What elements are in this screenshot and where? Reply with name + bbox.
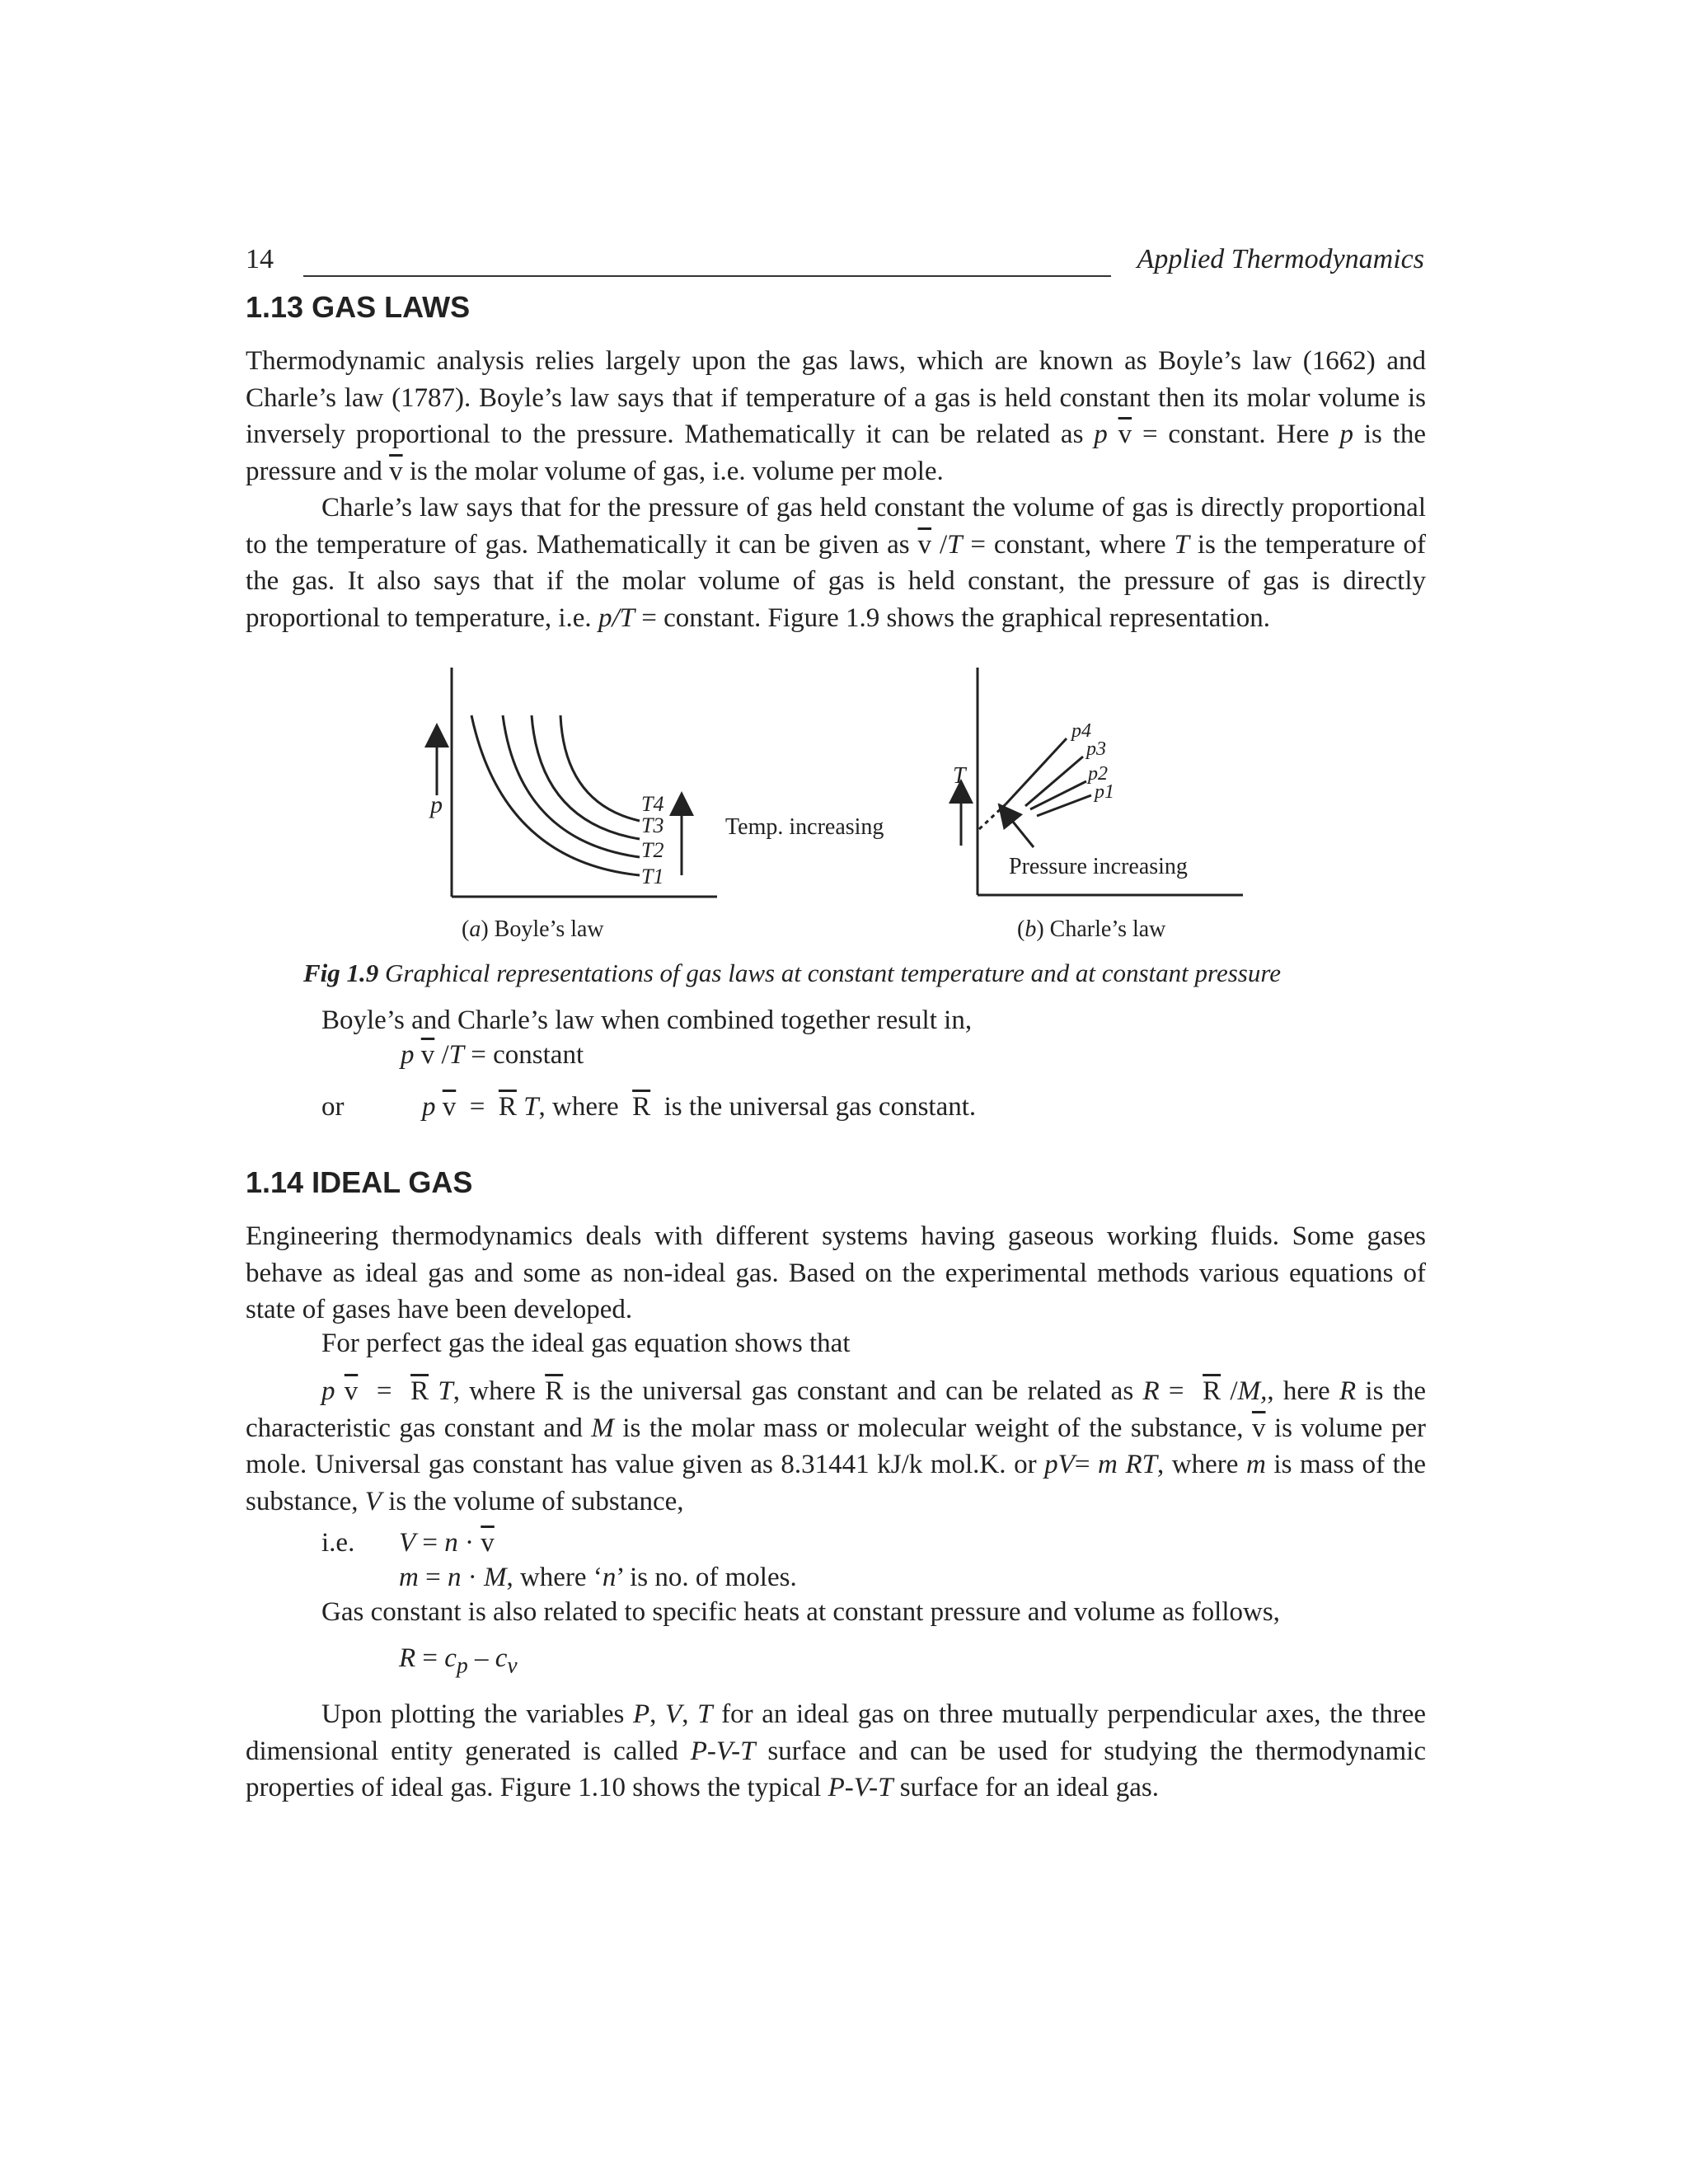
isobar-p1: [1037, 795, 1091, 816]
paragraph-gas-constant: p $\overline{v} = \overline{R}$ T, where $\overline{R}$ is the universal gas constant and can be related as $R = \overline{R}$ /M,, here R is the characteristic gas constant and M is the molar mass or molecular weight of the substance, $\overline{v}$ is volume per mole. Universal gas constant has value given as 8.31441 kJ/k mol.K. or pV= m RT, where m is mass of the substance, V is the volume of substance,: [246, 1376, 1427, 1516]
isotherm-t3: [532, 715, 640, 839]
paragraph-ideal-gas: Engineering thermodynamics deals with different systems having gaseous working fluids. Some gases behave as ideal gas and some as non-ideal gas. Based on the experimental methods various equations of state of gases have been developed.: [246, 1221, 1426, 1324]
isotherm-t2: [503, 715, 640, 857]
boyle-isotherms: [471, 715, 640, 875]
running-header: [246, 239, 1424, 280]
charle-caption: (b) Charle’s law: [1017, 916, 1166, 942]
equation-specific-heats: $R = c_p - c_v$: [399, 1643, 518, 1678]
charle-isobars: [979, 738, 1091, 829]
combined-intro: Boyle’s and Charle’s law when combined together result in,: [321, 1005, 973, 1035]
boyle-caption: (a) Boyle’s law: [462, 916, 604, 942]
equation-volume: $V = n \cdot \overline{v}$: [399, 1528, 495, 1558]
label-p3: p3: [1086, 738, 1106, 760]
specific-heats-intro: Gas constant is also related to specific heats at constant pressure and volume as follows,: [321, 1597, 1280, 1627]
ie-label: i.e.: [321, 1528, 355, 1558]
figure-caption: Fig 1.9 Graphical representations of gas laws at constant temperature and at constant pressure: [303, 958, 1281, 987]
page-number: 14: [246, 244, 274, 274]
section-heading-ideal-gas: 1.14 IDEAL GAS: [246, 1165, 473, 1199]
paragraph-boyle: Thermodynamic analysis relies largely upon the gas laws, which are known as Boyle’s law (1662) and Charle’s law (1787). Boyle’s law says that if temperature of a gas is held constant then its molar volume is inversely proportional to the pressure. Mathematically it can be related as p $\overline{v}$ = constant. Here p is the pressure and $\overline{v}$ is the molar volume of gas, i.e. volume per mole.: [246, 346, 1427, 486]
label-p4: p4: [1071, 720, 1091, 742]
label-t3: T3: [641, 813, 664, 837]
paragraph-charle: Charle’s law says that for the pressure of gas held constant the volume of gas is directly proportional to the temperature of gas. Mathematically it can be given as $\overline{v}$ /T = constant, where T is the temperature of the gas. It also says that if the molar volume of gas is held constant, the pressure of gas is directly proportional to temperature, i.e. p/T = constant. Figure 1.9 shows the graphical representation.: [246, 493, 1426, 633]
section-heading-gas-laws: 1.13 GAS LAWS: [246, 290, 471, 324]
pressure-increasing-label: Pressure increasing: [1009, 854, 1188, 879]
figure-1-9: [396, 659, 1269, 948]
header-rule: [303, 275, 1111, 277]
perfect-gas-intro: For perfect gas the ideal gas equation shows that: [321, 1329, 851, 1358]
boyle-y-label: p: [430, 791, 443, 818]
label-t1: T1: [641, 865, 664, 888]
temp-increasing-label: Temp. increasing: [725, 814, 884, 840]
label-t2: T2: [641, 838, 664, 862]
equation-ideal: p $\overline{v} = \overline{R}$ T, where $\overline{R}$ is the universal gas constant.: [422, 1092, 977, 1122]
boyle-axes: [437, 668, 717, 897]
equation-mass: m = n · M, where ‘n’ is no. of moles.: [399, 1563, 797, 1592]
isotherm-t4: [560, 715, 640, 821]
charle-y-label: T: [953, 763, 966, 789]
label-t4: T4: [641, 792, 664, 816]
equation-combined: p $\overline{v}$ /T = constant: [401, 1040, 584, 1070]
label-p2: p2: [1088, 763, 1108, 785]
running-title: Applied Thermodynamics: [1137, 244, 1424, 274]
or-word: or: [321, 1092, 345, 1122]
label-p1: p1: [1095, 781, 1114, 803]
pressure-increasing-arrow: [1006, 813, 1034, 847]
paragraph-pvt-surface: Upon plotting the variables P, V, T for an ideal gas on three mutually perpendicular axes, the three dimensional entity generated is called P-V-T surface and can be used for studying the thermodynamic properties of ideal gas. Figure 1.10 shows the typical P-V-T surface for an ideal gas.: [246, 1699, 1427, 1802]
